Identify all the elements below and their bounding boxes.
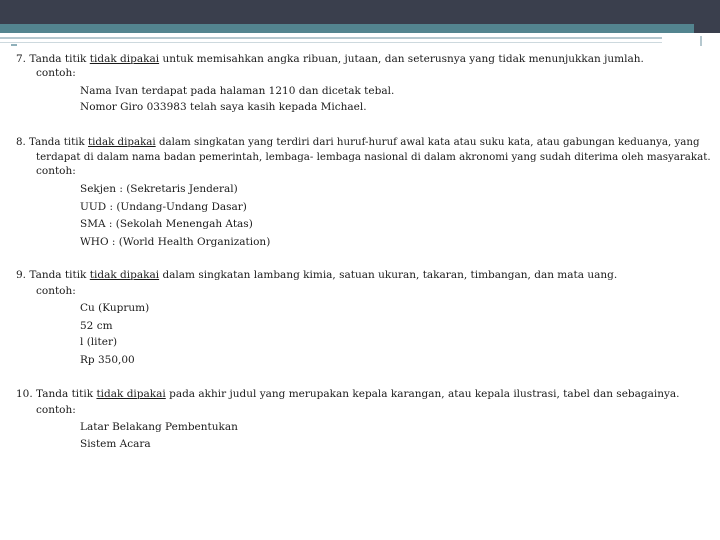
item-lead: Tanda titik: [36, 388, 94, 400]
example-line: WHO : (World Health Organization): [80, 236, 271, 248]
example-label: contoh:: [36, 165, 76, 177]
example-line: Sistem Acara: [80, 438, 151, 450]
item-underlined-phrase: tidak dipakai: [88, 136, 156, 148]
example-line: Sekjen : (Sekretaris Jenderal): [80, 183, 238, 195]
example-line: SMA : (Sekolah Menengah Atas): [80, 218, 253, 230]
example-line: 52 cm: [80, 320, 113, 332]
item-number: 9.: [16, 269, 27, 281]
example-line: UUD : (Undang-Undang Dasar): [80, 201, 247, 213]
example-line: Latar Belakang Pembentukan: [80, 421, 238, 433]
example-line: Rp 350,00: [80, 354, 135, 366]
example-label: contoh:: [36, 285, 76, 297]
item-lead: Tanda titik: [29, 269, 87, 281]
item-lead: Tanda titik: [29, 53, 87, 65]
rule-item-9: [16, 269, 617, 282]
example-line: Nama Ivan terdapat pada halaman 1210 dan dicetak tebal.: [80, 85, 395, 97]
item-number: 7.: [16, 53, 27, 65]
item-text: dalam singkatan lambang kimia, satuan ukuran, takaran, timbangan, dan mata uang.: [162, 269, 618, 281]
item-text: dalam singkatan yang terdiri dari huruf-huruf awal kata atau suku kata, atau gabungan keduanya, yang: [158, 136, 700, 148]
item-lead: Tanda titik: [29, 136, 85, 148]
item-underlined-phrase: tidak dipakai: [96, 388, 166, 400]
rule-item-10: [16, 388, 680, 401]
example-line: Cu (Kuprum): [80, 302, 150, 314]
example-label: contoh:: [36, 67, 76, 79]
example-label: contoh:: [36, 404, 76, 416]
item-text: pada akhir judul yang merupakan kepala karangan, atau kepala ilustrasi, tabel dan sebagainya.: [169, 388, 680, 400]
example-line: Nomor Giro 033983 telah saya kasih kepada Michael.: [80, 101, 367, 113]
item-number: 10.: [16, 388, 33, 400]
example-line: l (liter): [80, 336, 118, 348]
item-text-continuation: terdapat di dalam nama badan pemerintah, lembaga- lembaga nasional di dalam akronomi yang sudah diterima oleh masyarakat.: [36, 151, 711, 163]
item-number: 8.: [16, 136, 26, 148]
rule-item-7: [16, 53, 644, 66]
item-underlined-phrase: tidak dipakai: [89, 269, 160, 281]
item-text: untuk memisahkan angka ribuan, jutaan, dan seterusnya yang tidak menunjukkan jumlah.: [162, 53, 644, 65]
rule-item-8: [16, 136, 700, 149]
item-underlined-phrase: tidak dipakai: [89, 53, 160, 65]
